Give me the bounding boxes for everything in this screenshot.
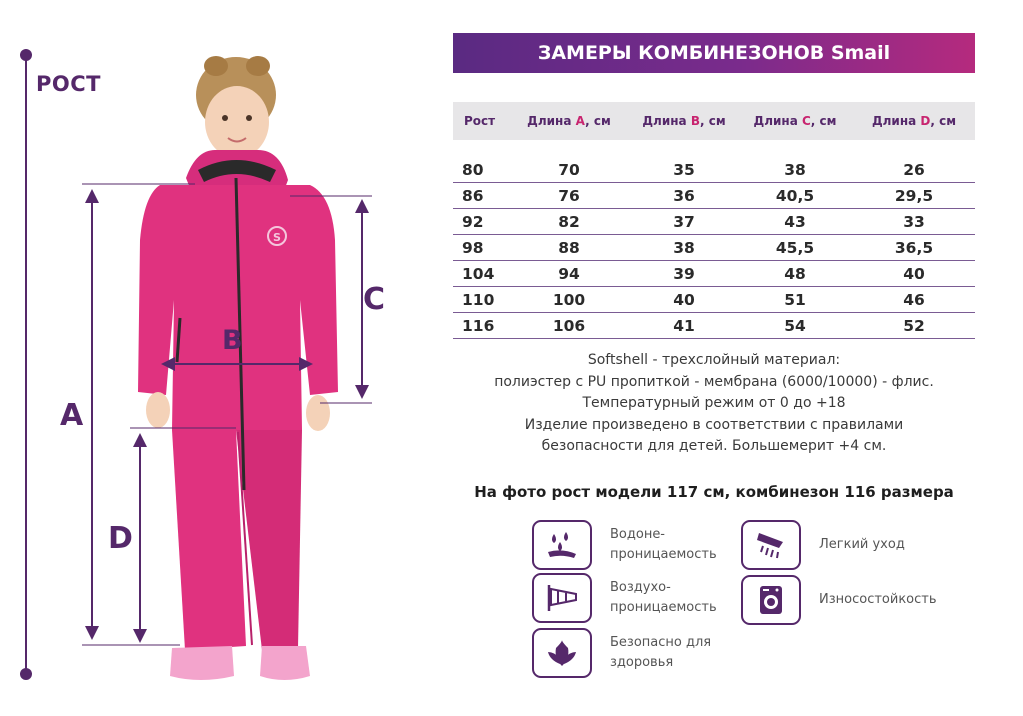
cell-b: 35 — [673, 160, 695, 179]
table-row — [453, 183, 975, 209]
feature-breathable — [532, 573, 717, 623]
feature-label: Водоне- проницаемость — [610, 527, 717, 562]
feature-label: Безопасно для здоровья — [610, 635, 712, 670]
cell-d: 33 — [903, 212, 925, 231]
table-row — [453, 209, 975, 235]
photo-note: На фото рост модели 117 см, комбинезон 116 размера — [474, 483, 954, 501]
header-height: Рост — [464, 114, 496, 128]
cell-height: 98 — [462, 238, 484, 257]
header-length-c: Длина C, см — [753, 114, 837, 128]
cell-b: 38 — [673, 238, 695, 257]
info-line: безопасности для детей. Большемерит +4 см. — [541, 438, 887, 454]
cell-c: 54 — [784, 316, 806, 335]
info-line: полиэстер с PU пропиткой - мембрана (6000/10000) - флис. — [494, 373, 934, 390]
cell-height: 86 — [462, 186, 484, 205]
cell-height: 92 — [462, 212, 484, 231]
cell-d: 29,5 — [894, 186, 934, 205]
cell-b: 37 — [673, 212, 695, 231]
washing-machine-icon — [741, 575, 801, 625]
page-title: ЗАМЕРЫ КОМБИНЕЗОНОВ Smail — [453, 33, 975, 73]
table-header — [453, 102, 975, 140]
cell-b: 36 — [673, 186, 695, 205]
cell-height: 116 — [462, 316, 495, 335]
cell-height: 104 — [462, 264, 495, 283]
leaf-icon — [532, 628, 592, 678]
header-length-b: Длина B, см — [642, 114, 726, 128]
cell-c: 45,5 — [775, 238, 815, 257]
header-length-a: Длина A, см — [527, 114, 611, 128]
letter-c: C — [363, 282, 386, 317]
child-in-overall-illustration — [138, 56, 338, 680]
cell-c: 38 — [784, 160, 806, 179]
feature-easy-care — [741, 520, 905, 570]
cell-d: 52 — [903, 316, 925, 335]
chest-logo: S — [273, 231, 281, 244]
cell-a: 88 — [558, 238, 580, 257]
table-row — [453, 235, 975, 261]
cell-a: 82 — [558, 212, 580, 231]
info-line: Температурный режим от 0 до +18 — [582, 395, 846, 411]
height-scale — [20, 49, 32, 680]
table-row — [453, 313, 975, 339]
cell-c: 43 — [784, 212, 806, 231]
cell-a: 76 — [558, 186, 580, 205]
cell-height: 80 — [462, 160, 484, 179]
cell-c: 51 — [784, 290, 806, 309]
header-length-d: Длина D, см — [871, 114, 957, 128]
shower-icon — [741, 520, 801, 570]
cell-a: 94 — [558, 264, 580, 283]
cell-c: 48 — [784, 264, 806, 283]
cell-height: 110 — [462, 290, 495, 309]
table-body — [453, 157, 975, 339]
info-line: Изделие произведено в соответствии с правилами — [524, 416, 904, 433]
feature-label: Легкий уход — [819, 537, 905, 552]
letter-d: D — [108, 521, 133, 556]
feature-safe — [532, 628, 711, 678]
measurement-figure — [0, 0, 420, 716]
height-label: РОСТ — [36, 72, 101, 96]
feature-label: Воздухо- проницаемость — [610, 580, 717, 615]
water-drops-icon — [532, 520, 592, 570]
feature-label: Износостойкость — [819, 592, 937, 607]
figure-svg — [0, 0, 420, 716]
feature-durability — [741, 575, 937, 625]
cell-d: 40 — [903, 264, 925, 283]
cell-a: 70 — [558, 160, 580, 179]
cell-a: 106 — [552, 316, 586, 335]
cell-b: 41 — [673, 316, 695, 335]
table-row — [453, 287, 975, 313]
table-row — [453, 261, 975, 287]
info-line: Softshell - трехслойный материал: — [587, 352, 841, 368]
material-info — [453, 350, 975, 458]
cell-d: 36,5 — [894, 238, 934, 257]
feature-waterproof — [532, 520, 717, 570]
table-row — [453, 157, 975, 183]
cell-d: 46 — [903, 290, 925, 309]
windsock-icon — [532, 573, 592, 623]
cell-b: 39 — [673, 264, 695, 283]
cell-c: 40,5 — [775, 186, 815, 205]
cell-b: 40 — [673, 290, 695, 309]
cell-d: 26 — [903, 160, 925, 179]
letter-b: B — [222, 325, 243, 356]
cell-a: 100 — [552, 290, 586, 309]
size-table — [453, 102, 975, 339]
letter-a: A — [60, 398, 84, 433]
